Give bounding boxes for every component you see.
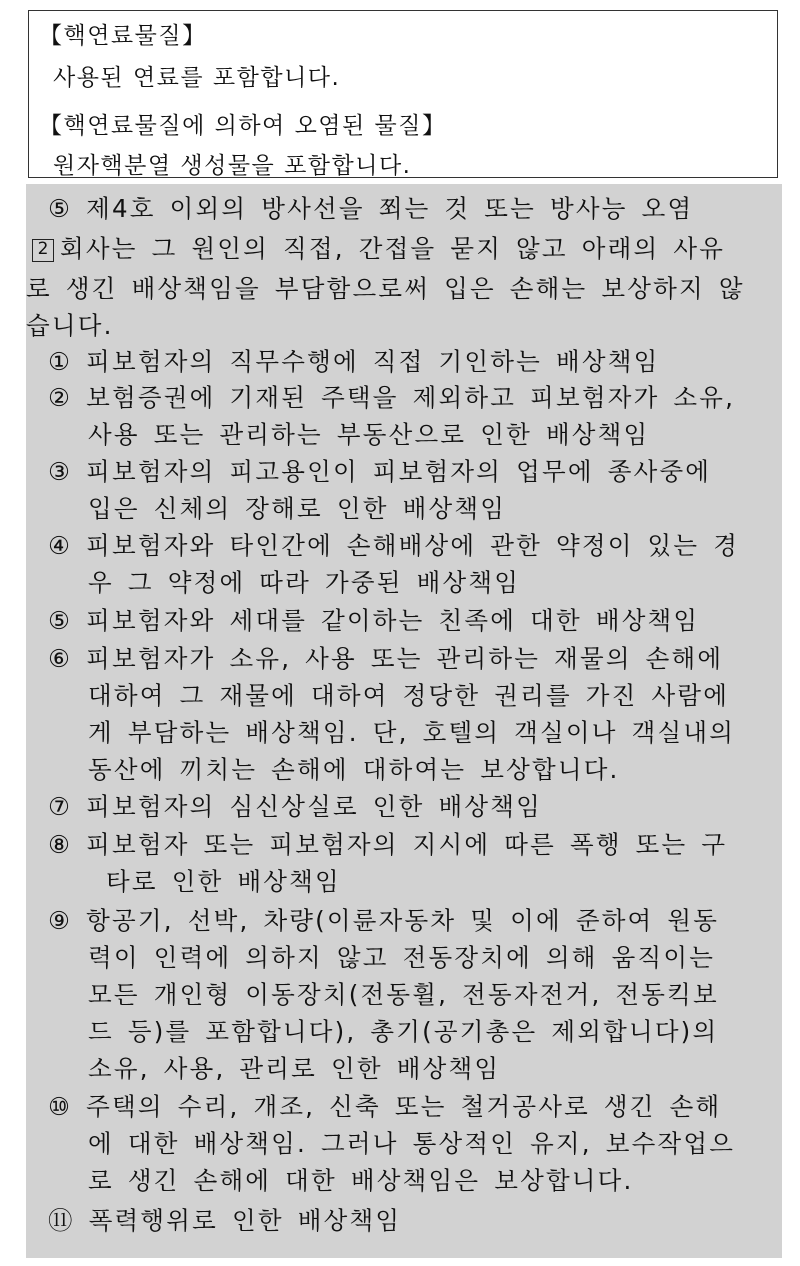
item-9-cont: 력이 인력에 의하지 않고 전동장치에 의해 움직이는 xyxy=(88,943,716,972)
item-5: ⑤ 피보험자와 세대를 같이하는 친족에 대한 배상책임 xyxy=(48,606,700,635)
item-7: ⑦ 피보험자의 심신상실로 인한 배상책임 xyxy=(48,792,542,821)
exclusions-section xyxy=(26,184,782,1258)
item-9-cont: 드 등)를 포함합니다), 총기(공기총은 제외합니다)의 xyxy=(88,1017,719,1046)
item-4: ④ 피보험자와 타인간에 손해배상에 관한 약정이 있는 경 xyxy=(48,531,740,560)
definition-body-2: 원자핵분열 생성물을 포함합니다. xyxy=(53,153,412,179)
item-9-cont: 소유, 사용, 관리로 인한 배상책임 xyxy=(88,1054,501,1083)
clause-text: 회사는 그 원인의 직접, 간접을 묻지 않고 아래의 사유 xyxy=(60,234,726,263)
item-6: ⑥ 피보험자가 소유, 사용 또는 관리하는 재물의 손해에 xyxy=(48,644,724,673)
item-8-cont: 타로 인한 배상책임 xyxy=(106,867,341,896)
item-6-cont: 대하여 그 재물에 대하여 정당한 권리를 가진 사람에 xyxy=(88,681,730,710)
clause-text: 습니다. xyxy=(26,311,114,340)
item-2: ② 보험증권에 기재된 주택을 제외하고 피보험자가 소유, xyxy=(48,383,736,412)
item-10-cont: 로 생긴 손해에 대한 배상책임은 보상합니다. xyxy=(88,1166,634,1195)
definition-heading-1: 【핵연료물질】 xyxy=(39,23,207,49)
definition-body-1: 사용된 연료를 포함합니다. xyxy=(53,65,341,91)
item-10-cont: 에 대한 배상책임. 그러나 통상적인 유지, 보수작업으 xyxy=(88,1129,736,1158)
item-4-cont: 우 그 약정에 따라 가중된 배상책임 xyxy=(88,568,521,597)
item-6-cont: 게 부담하는 배상책임. 단, 호텔의 객실이나 객실내의 xyxy=(88,718,736,747)
clause-line xyxy=(32,230,725,265)
item-9-cont: 모든 개인형 이동장치(전동휠, 전동자전거, 전동킥보 xyxy=(88,980,719,1009)
definition-box xyxy=(28,10,778,178)
item-10: ⑩ 주택의 수리, 개조, 신축 또는 철거공사로 생긴 손해 xyxy=(48,1092,722,1121)
item-11: ⑪ 폭력행위로 인한 배상책임 xyxy=(48,1206,402,1235)
item-1: ① 피보험자의 직무수행에 직접 기인하는 배상책임 xyxy=(48,347,660,376)
clause-text: 로 생긴 배상책임을 부담함으로써 입은 손해는 보상하지 않 xyxy=(26,274,745,303)
item-3: ③ 피보험자의 피고용인이 피보험자의 업무에 종사중에 xyxy=(48,457,712,486)
item-2-cont: 사용 또는 관리하는 부동산으로 인한 배상책임 xyxy=(88,420,650,449)
item-9: ⑨ 항공기, 선박, 차량(이륜자동차 및 이에 준하여 원동 xyxy=(48,906,720,935)
definition-heading-2: 【핵연료물질에 의하여 오염된 물질】 xyxy=(39,113,447,139)
item-6-cont: 동산에 끼치는 손해에 대하여는 보상합니다. xyxy=(88,755,620,784)
item-8: ⑧ 피보험자 또는 피보험자의 지시에 따른 폭행 또는 구 xyxy=(48,830,728,859)
clause-number: 2 xyxy=(32,239,54,262)
item-3-cont: 입은 신체의 장해로 인한 배상책임 xyxy=(88,494,507,523)
prev-item-line: ⑤ 제4호 이외의 방사선을 쬐는 것 또는 방사능 오염 xyxy=(48,194,694,223)
